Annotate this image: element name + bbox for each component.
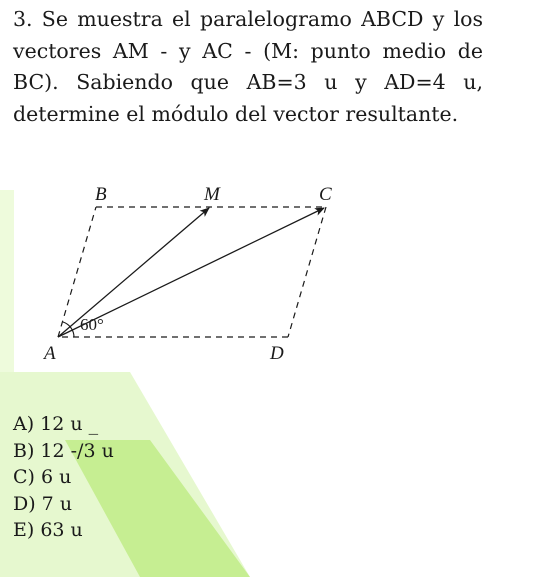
label-a: A xyxy=(44,343,56,364)
label-d: D xyxy=(270,343,284,364)
option-b[interactable]: B) 12 -/3 u xyxy=(13,439,114,462)
label-b: B xyxy=(95,184,107,205)
problem-statement: 3. Se muestra el paralelogramo ABCD y los vectores AM - y AC - (M: punto medio de BC). Sabiendo que AB=3 u y AD=4 u, determine el módulo del vector resultante. xyxy=(13,7,483,126)
side-cd xyxy=(288,207,326,337)
parallelogram-figure xyxy=(0,170,400,380)
option-a[interactable]: A) 12 u _ xyxy=(13,413,99,435)
option-e[interactable]: E) 63 u xyxy=(13,519,83,541)
option-d[interactable]: D) 7 u xyxy=(13,492,73,515)
label-c: C xyxy=(319,184,332,205)
answer-options xyxy=(13,411,114,544)
label-m: M xyxy=(204,184,220,205)
angle-label: 60° xyxy=(80,315,104,334)
option-c[interactable]: C) 6 u xyxy=(13,466,72,488)
